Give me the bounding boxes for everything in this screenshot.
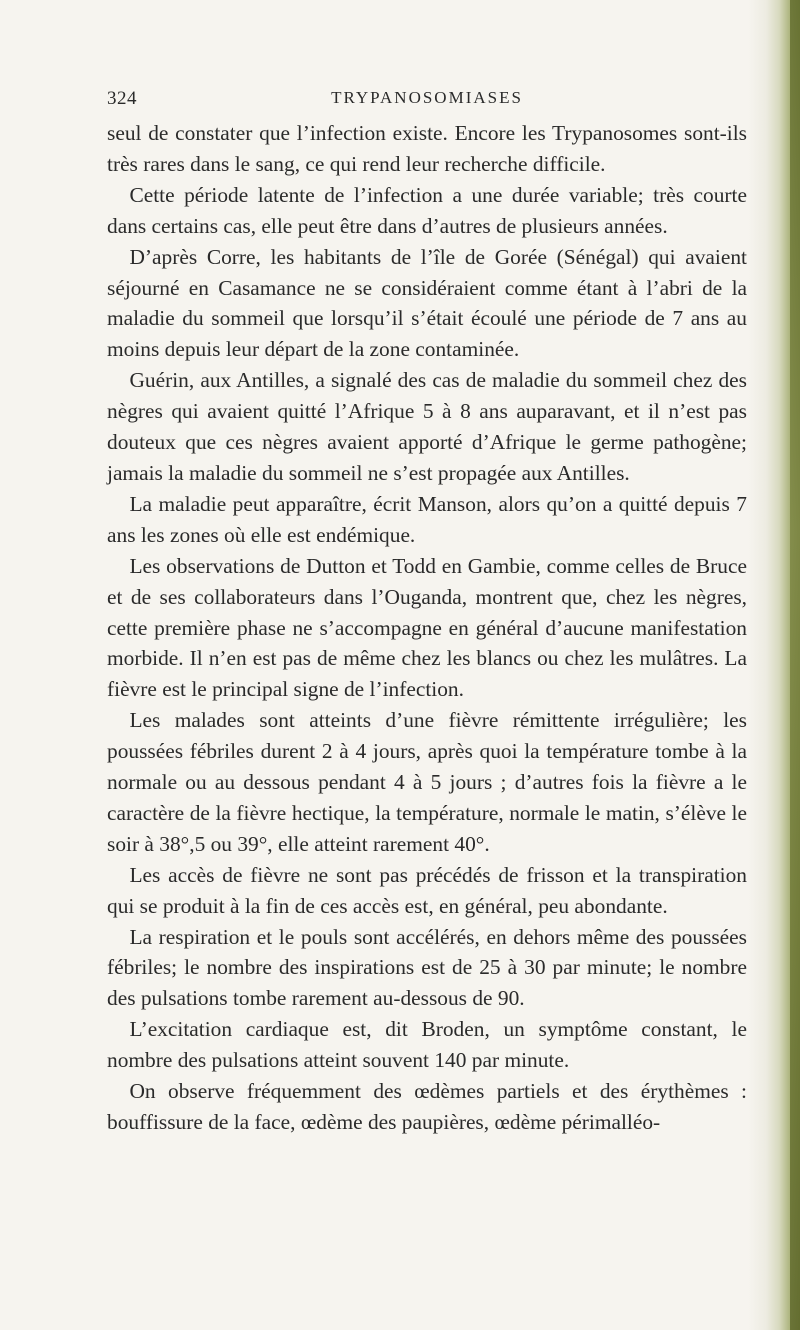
page-edge xyxy=(790,0,800,1330)
paragraph: La respiration et le pouls sont accélérés, en dehors même des poussées fébriles; le nombre des inspirations est de 25 à 30 par minute; le nombre des pulsations tombe rarement au-dessous de 90. xyxy=(107,924,747,1011)
paragraph: Guérin, aux Antilles, a signalé des cas de maladie du sommeil chez des nègres qui avaient quitté l’Afrique 5 à 8 ans auparavant, et il n’est pas douteux que ces nègres avaient apporté d’Afrique le germe pathogène; jamais la maladie du sommeil ne s’est propagée aux Antilles. xyxy=(107,368,747,485)
body-text xyxy=(107,118,747,1138)
paragraph: On observe fréquemment des œdèmes partiels et des érythèmes : bouffissure de la face, œdème des paupières, œdème périmalléo- xyxy=(107,1079,747,1134)
paragraph: La maladie peut apparaître, écrit Manson, alors qu’on a quitté depuis 7 ans les zones où elle est endémique. xyxy=(107,491,747,547)
paragraph: Les malades sont atteints d’une fièvre rémittente irrégulière; les poussées fébriles durent 2 à 4 jours, après quoi la température tombe à la normale ou au dessous pendant 4 à 5 jours ; d’autres fois la fièvre a le caractère de la fièvre hectique, la température, normale le matin, s’élève le soir à 38°,5 ou 39°, elle atteint rarement 40°. xyxy=(107,708,747,856)
paragraph: seul de constater que l’infection existe. Encore les Trypanosomes sont-ils très rares dans le sang, ce qui rend leur recherche difficile. xyxy=(107,121,747,176)
paragraph: L’excitation cardiaque est, dit Broden, un symptôme constant, le nombre des pulsations atteint souvent 140 par minute. xyxy=(107,1017,747,1073)
page-number: 324 xyxy=(107,88,137,109)
paragraph: D’après Corre, les habitants de l’île de Gorée (Sénégal) qui avaient séjourné en Casamance ne se considéraient comme étant à l’abri de la maladie du sommeil que lorsqu’il s’était écoulé une période de 7 ans au moins depuis leur départ de la zone contaminée. xyxy=(107,244,747,362)
page-header xyxy=(107,88,747,114)
running-title: TRYPANOSOMIASES xyxy=(331,88,523,107)
paragraph: Les observations de Dutton et Todd en Gambie, comme celles de Bruce et de ses collaborateurs dans l’Ouganda, montrent que, chez les nègres, cette première phase ne s’accompagne en général d’aucune manifestation morbide. Il n’en est pas de même chez les blancs ou chez les mulâtres. La fièvre est le principal signe de l’infection. xyxy=(107,553,747,702)
paragraph: Cette période latente de l’infection a une durée variable; très courte dans certains cas, elle peut être dans d’autres de plusieurs années. xyxy=(107,182,747,238)
paragraph: Les accès de fièvre ne sont pas précédés de frisson et la transpiration qui se produit à la fin de ces accès est, en général, peu abondante. xyxy=(107,862,747,918)
